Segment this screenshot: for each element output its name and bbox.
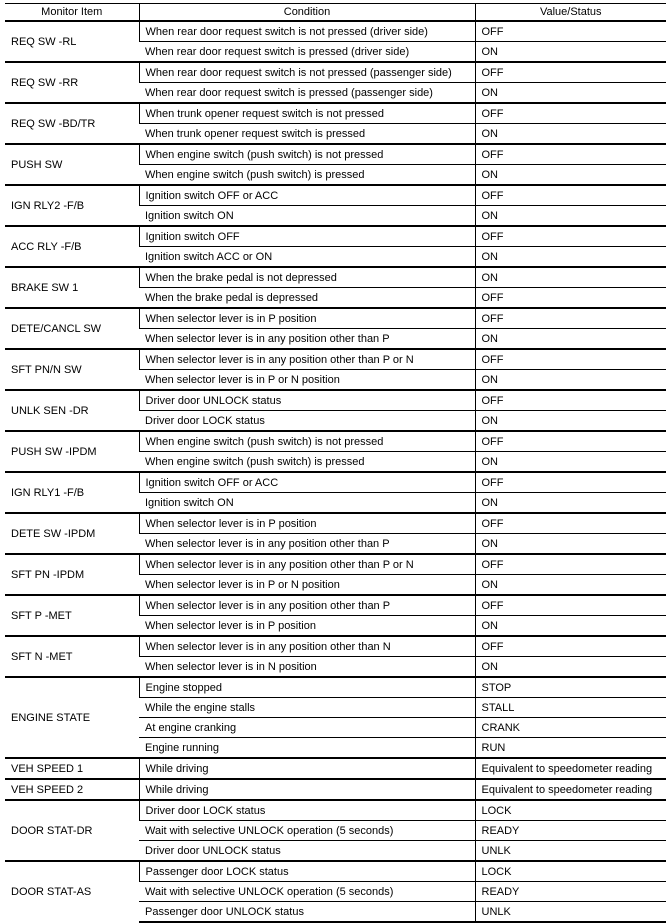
condition-cell: Ignition switch OFF bbox=[139, 226, 475, 247]
monitor-table-container bbox=[5, 3, 666, 923]
table-row bbox=[5, 431, 666, 452]
value-status-cell: ON bbox=[475, 83, 666, 104]
monitor-item-cell: REQ SW -RL bbox=[5, 21, 139, 62]
value-status-cell: ON bbox=[475, 657, 666, 678]
condition-cell: Ignition switch ON bbox=[139, 206, 475, 227]
value-status-cell: OFF bbox=[475, 513, 666, 534]
condition-cell: When trunk opener request switch is pressed bbox=[139, 124, 475, 145]
value-status-cell: OFF bbox=[475, 62, 666, 83]
table-row bbox=[5, 554, 666, 575]
table-row bbox=[5, 226, 666, 247]
condition-cell: When selector lever is in any position other than N bbox=[139, 636, 475, 657]
condition-cell: When selector lever is in P position bbox=[139, 308, 475, 329]
monitor-item-cell: SFT PN -IPDM bbox=[5, 554, 139, 595]
condition-cell: When engine switch (push switch) is pressed bbox=[139, 165, 475, 186]
condition-cell: While the engine stalls bbox=[139, 698, 475, 718]
condition-cell: When rear door request switch is pressed (passenger side) bbox=[139, 83, 475, 104]
header-row bbox=[5, 4, 666, 22]
table-row bbox=[5, 595, 666, 616]
condition-cell: When selector lever is in P or N position bbox=[139, 370, 475, 391]
value-status-cell: Equivalent to speedometer reading bbox=[475, 779, 666, 800]
value-status-cell: STALL bbox=[475, 698, 666, 718]
value-status-cell: RUN bbox=[475, 738, 666, 759]
table-row bbox=[5, 62, 666, 83]
monitor-item-cell: REQ SW -RR bbox=[5, 62, 139, 103]
monitor-item-cell: DETE SW -IPDM bbox=[5, 513, 139, 554]
condition-cell: Engine running bbox=[139, 738, 475, 759]
monitor-item-cell: REQ SW -BD/TR bbox=[5, 103, 139, 144]
value-status-cell: ON bbox=[475, 534, 666, 555]
value-status-cell: OFF bbox=[475, 226, 666, 247]
value-status-cell: UNLK bbox=[475, 841, 666, 862]
condition-cell: When engine switch (push switch) is pressed bbox=[139, 452, 475, 473]
value-status-cell: OFF bbox=[475, 636, 666, 657]
monitor-item-cell: DETE/CANCL SW bbox=[5, 308, 139, 349]
condition-cell: Wait with selective UNLOCK operation (5 seconds) bbox=[139, 882, 475, 902]
table-body bbox=[5, 21, 666, 922]
condition-cell: When selector lever is in any position other than P bbox=[139, 595, 475, 616]
condition-cell: When rear door request switch is not pressed (passenger side) bbox=[139, 62, 475, 83]
table-row bbox=[5, 779, 666, 800]
condition-cell: Driver door LOCK status bbox=[139, 411, 475, 432]
condition-cell: When engine switch (push switch) is not pressed bbox=[139, 431, 475, 452]
monitor-item-cell: ACC RLY -F/B bbox=[5, 226, 139, 267]
value-status-cell: READY bbox=[475, 882, 666, 902]
monitor-item-cell: VEH SPEED 1 bbox=[5, 758, 139, 779]
table-row bbox=[5, 513, 666, 534]
value-status-cell: OFF bbox=[475, 288, 666, 309]
condition-cell: When rear door request switch is pressed (driver side) bbox=[139, 42, 475, 63]
table-row bbox=[5, 677, 666, 698]
monitor-item-cell: UNLK SEN -DR bbox=[5, 390, 139, 431]
value-status-cell: OFF bbox=[475, 21, 666, 42]
table-row bbox=[5, 758, 666, 779]
table-row bbox=[5, 185, 666, 206]
condition-cell: Passenger door LOCK status bbox=[139, 861, 475, 882]
condition-cell: At engine cranking bbox=[139, 718, 475, 738]
condition-cell: When selector lever is in N position bbox=[139, 657, 475, 678]
value-status-cell: OFF bbox=[475, 349, 666, 370]
condition-cell: Passenger door UNLOCK status bbox=[139, 902, 475, 923]
header-monitor-item: Monitor Item bbox=[5, 4, 139, 22]
header-condition: Condition bbox=[139, 4, 475, 22]
monitor-item-cell: SFT PN/N SW bbox=[5, 349, 139, 390]
value-status-cell: ON bbox=[475, 493, 666, 514]
condition-cell: Wait with selective UNLOCK operation (5 seconds) bbox=[139, 821, 475, 841]
condition-cell: Driver door UNLOCK status bbox=[139, 390, 475, 411]
condition-cell: Ignition switch ACC or ON bbox=[139, 247, 475, 268]
value-status-cell: OFF bbox=[475, 472, 666, 493]
condition-cell: When selector lever is in any position other than P bbox=[139, 534, 475, 555]
condition-cell: When selector lever is in any position other than P or N bbox=[139, 349, 475, 370]
value-status-cell: OFF bbox=[475, 431, 666, 452]
monitor-item-cell: PUSH SW -IPDM bbox=[5, 431, 139, 472]
condition-cell: When selector lever is in any position other than P bbox=[139, 329, 475, 350]
value-status-cell: ON bbox=[475, 329, 666, 350]
condition-cell: When trunk opener request switch is not pressed bbox=[139, 103, 475, 124]
value-status-cell: ON bbox=[475, 575, 666, 596]
condition-cell: When rear door request switch is not pressed (driver side) bbox=[139, 21, 475, 42]
table-row bbox=[5, 861, 666, 882]
condition-cell: Ignition switch OFF or ACC bbox=[139, 472, 475, 493]
monitor-item-cell: SFT N -MET bbox=[5, 636, 139, 677]
monitor-item-cell: VEH SPEED 2 bbox=[5, 779, 139, 800]
value-status-cell: LOCK bbox=[475, 861, 666, 882]
condition-cell: Driver door UNLOCK status bbox=[139, 841, 475, 862]
condition-cell: Ignition switch OFF or ACC bbox=[139, 185, 475, 206]
value-status-cell: OFF bbox=[475, 144, 666, 165]
monitor-item-cell: SFT P -MET bbox=[5, 595, 139, 636]
condition-cell: When selector lever is in any position other than P or N bbox=[139, 554, 475, 575]
table-row bbox=[5, 349, 666, 370]
header-value-status: Value/Status bbox=[475, 4, 666, 22]
value-status-cell: ON bbox=[475, 616, 666, 637]
table-row bbox=[5, 800, 666, 821]
condition-cell: When selector lever is in P or N position bbox=[139, 575, 475, 596]
table-row bbox=[5, 144, 666, 165]
value-status-cell: OFF bbox=[475, 103, 666, 124]
value-status-cell: ON bbox=[475, 370, 666, 391]
value-status-cell: OFF bbox=[475, 554, 666, 575]
table-row bbox=[5, 21, 666, 42]
condition-cell: When the brake pedal is depressed bbox=[139, 288, 475, 309]
monitor-table bbox=[5, 3, 666, 923]
value-status-cell: READY bbox=[475, 821, 666, 841]
table-row bbox=[5, 103, 666, 124]
monitor-item-cell: DOOR STAT-DR bbox=[5, 800, 139, 861]
value-status-cell: ON bbox=[475, 206, 666, 227]
value-status-cell: ON bbox=[475, 247, 666, 268]
condition-cell: Driver door LOCK status bbox=[139, 800, 475, 821]
table-header bbox=[5, 4, 666, 22]
condition-cell: Ignition switch ON bbox=[139, 493, 475, 514]
monitor-item-cell: BRAKE SW 1 bbox=[5, 267, 139, 308]
value-status-cell: OFF bbox=[475, 595, 666, 616]
monitor-item-cell: PUSH SW bbox=[5, 144, 139, 185]
value-status-cell: OFF bbox=[475, 390, 666, 411]
condition-cell: When selector lever is in P position bbox=[139, 616, 475, 637]
value-status-cell: ON bbox=[475, 267, 666, 288]
table-row bbox=[5, 390, 666, 411]
value-status-cell: ON bbox=[475, 411, 666, 432]
condition-cell: Engine stopped bbox=[139, 677, 475, 698]
condition-cell: When engine switch (push switch) is not pressed bbox=[139, 144, 475, 165]
value-status-cell: UNLK bbox=[475, 902, 666, 923]
value-status-cell: Equivalent to speedometer reading bbox=[475, 758, 666, 779]
value-status-cell: OFF bbox=[475, 185, 666, 206]
monitor-item-cell: IGN RLY2 -F/B bbox=[5, 185, 139, 226]
value-status-cell: ON bbox=[475, 165, 666, 186]
value-status-cell: STOP bbox=[475, 677, 666, 698]
value-status-cell: ON bbox=[475, 124, 666, 145]
table-row bbox=[5, 472, 666, 493]
monitor-item-cell: DOOR STAT-AS bbox=[5, 861, 139, 922]
condition-cell: While driving bbox=[139, 758, 475, 779]
value-status-cell: CRANK bbox=[475, 718, 666, 738]
value-status-cell: ON bbox=[475, 42, 666, 63]
value-status-cell: LOCK bbox=[475, 800, 666, 821]
value-status-cell: OFF bbox=[475, 308, 666, 329]
table-row bbox=[5, 636, 666, 657]
monitor-item-cell: IGN RLY1 -F/B bbox=[5, 472, 139, 513]
condition-cell: When selector lever is in P position bbox=[139, 513, 475, 534]
table-row bbox=[5, 308, 666, 329]
condition-cell: While driving bbox=[139, 779, 475, 800]
value-status-cell: ON bbox=[475, 452, 666, 473]
condition-cell: When the brake pedal is not depressed bbox=[139, 267, 475, 288]
monitor-item-cell: ENGINE STATE bbox=[5, 677, 139, 758]
table-row bbox=[5, 267, 666, 288]
